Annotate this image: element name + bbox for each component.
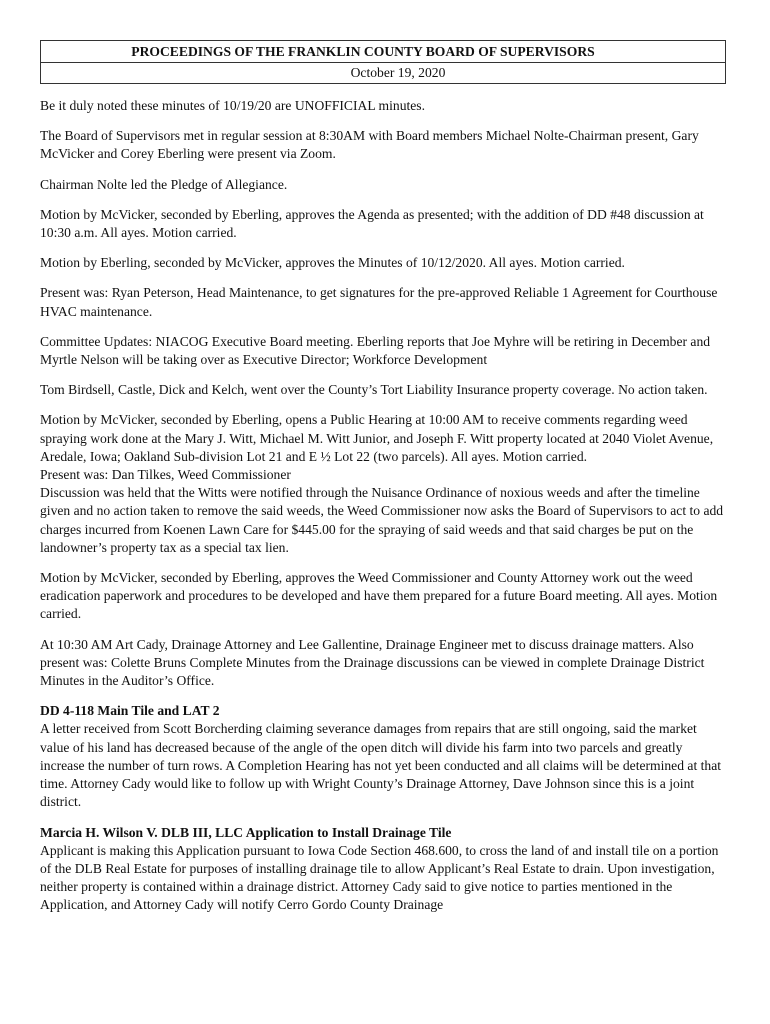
paragraph-pledge: Chairman Nolte led the Pledge of Allegiance. [40,176,288,192]
header-box [40,40,726,84]
paragraph-weed-discussion: Discussion was held that the Witts were notified through the Nuisance Ordinance of noxious weeds and after the timeline given and no action taken to remove the said weeds, the Weed Commissioner now asks the Board of Supervisors to act to add charges incurred from Koenen Lawn Care for $445.00 for the spraying of said weeds and that said charges be put on the landowner’s property tax as a special tax lien. [40,485,724,555]
paragraph-application-details: Applicant is making this Application pursuant to Iowa Code Section 468.600, to cross the land of and install tile on a portion of the DLB Real Estate for purposes of installing drainage tile to allow Applicant’s Real Estate to drain. Upon investigation, neither property is contained within a drainage district. Attorney Cady said to give notice to parties mentioned in the Application, and Attorney Cady will notify Cerro Gordo County Drainage [40,842,719,913]
paragraph-weed-commissioner: Present was: Dan Tilkes, Weed Commissioner [40,467,291,483]
paragraph-committee-updates: Committee Updates: NIACOG Executive Board meeting. Eberling reports that Joe Myhre will be retiring in December and Myrtle Nelson will be taking over as Executive Director; Workforce Development [40,333,711,368]
paragraph-regular-session: The Board of Supervisors met in regular session at 8:30AM with Board members Michael Nolte-Chairman present, Gary McVicker and Corey Eberling were present via Zoom. [40,128,699,162]
paragraph-insurance: Tom Birdsell, Castle, Dick and Kelch, went over the County’s Tort Liability Insurance property coverage. No action taken. [40,382,708,398]
paragraph-agenda-motion: Motion by McVicker, seconded by Eberling, approves the Agenda as presented; with the addition of DD #48 discussion at 10:30 a.m. All ayes. Motion carried. [40,206,704,241]
paragraph-weed-motion: Motion by McVicker, seconded by Eberling, approves the Weed Commissioner and County Attorney work out the weed eradication paperwork and procedures to be developed and have them prepared for a future Board meeting. All ayes. Motion carried. [40,570,718,622]
paragraph-minutes-motion: Motion by Eberling, seconded by McVicker, approves the Minutes of 10/12/2020. All ayes. Motion carried. [40,255,625,271]
paragraph-unofficial-notice: Be it duly noted these minutes of 10/19/20 are UNOFFICIAL minutes. [40,98,425,113]
header-divider [41,62,725,63]
paragraph-drainage-meeting: At 10:30 AM Art Cady, Drainage Attorney and Lee Gallentine, Drainage Engineer met to discuss drainage matters. Also present was: Colette Bruns Complete Minutes from the Drainage discussions can be viewed in complete Drainage District Minutes in the Auditor’s Office. [40,636,705,689]
paragraph-borcherding-letter: A letter received from Scott Borcherding claiming severance damages from repairs that are still ongoing, said the market value of his land has decreased because of the angle of the open ditch will divide his farm into two parcels and greatly increase the number of turn rows. A Completion Hearing has not yet been conducted and all claims will be determined at that time. Attorney Cady would like to follow up with Wright County’s Drainage Attorney, Dave Johnson since this is a joint district. [40,721,722,810]
heading-wilson-application: Marcia H. Wilson V. DLB III, LLC Application to Install Drainage Tile [40,824,452,840]
paragraph-maintenance: Present was: Ryan Peterson, Head Maintenance, to get signatures for the pre-approved Reliable 1 Agreement for Courthouse HVAC maintenance. [40,285,718,319]
document-date: October 19, 2020 [350,65,446,80]
document-title: PROCEEDINGS OF THE FRANKLIN COUNTY BOARD OF SUPERVISORS [131,44,595,59]
paragraph-public-hearing: Motion by McVicker, seconded by Eberling, opens a Public Hearing at 10:00 AM to receive comments regarding weed spraying work done at the Mary J. Witt, Michael M. Witt Junior, and Joseph F. Witt property located at 2040 Violet Avenue, Aredale, Iowa; Oakland Sub-division Lot 21 and E ½ Lot 22 (two parcels). All ayes. Motion carried. [40,412,714,464]
heading-dd-4-118: DD 4-118 Main Tile and LAT 2 [40,703,220,719]
minutes-body [40,97,726,915]
